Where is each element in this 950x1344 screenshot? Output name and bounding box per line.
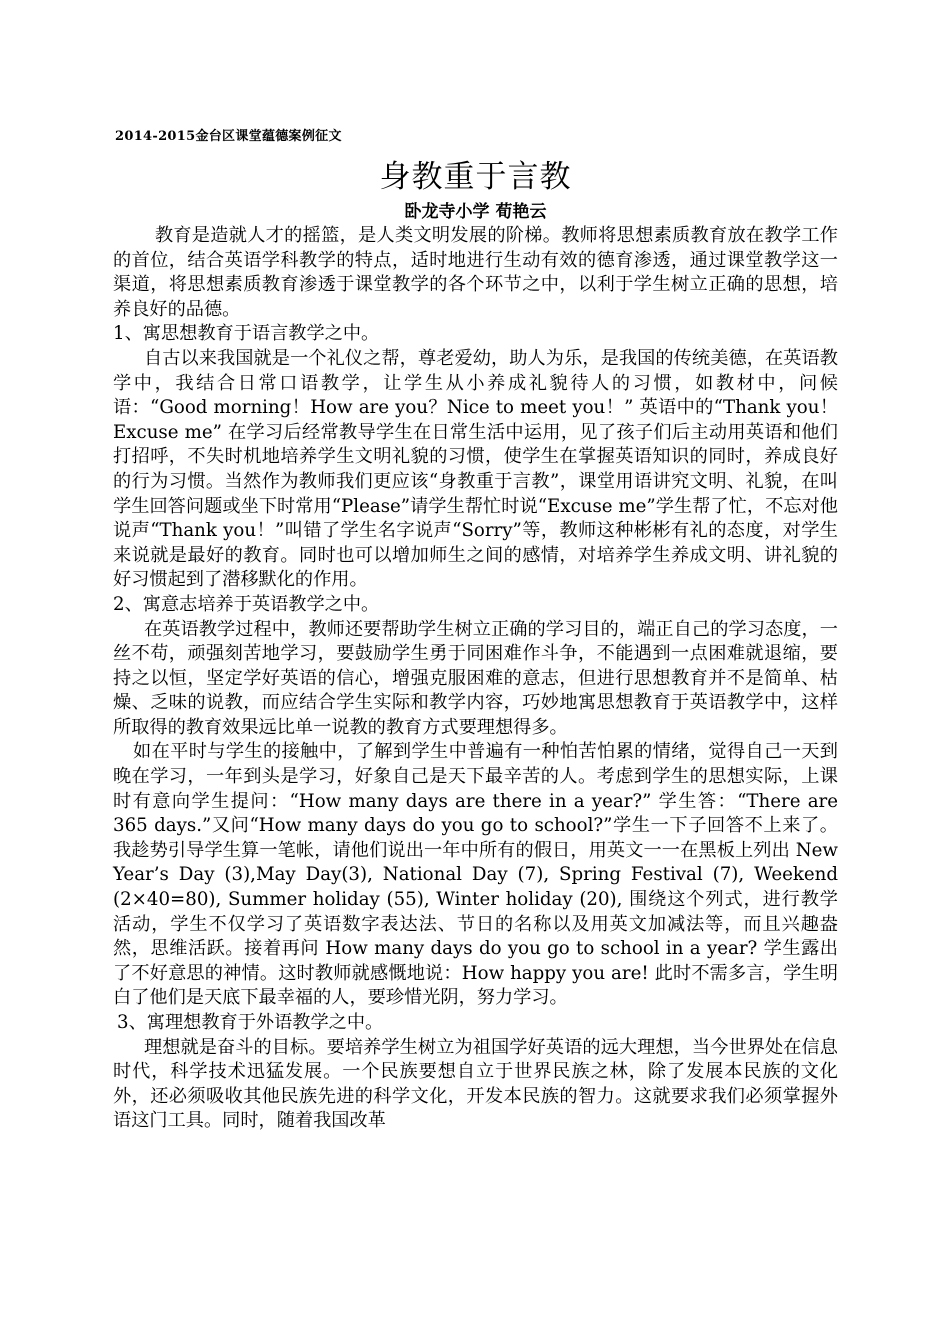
section-heading-3: 3、寓理想教育于外语教学之中。 bbox=[117, 1012, 384, 1033]
document-title: 身教重于言教 bbox=[379, 159, 572, 195]
paragraph-will: 在英语教学过程中，教师还要帮助学生树立正确的学习目的，端正自己的学习态度，一丝不苟，顽强刻苦地学习，要鼓励学生勇于同困难作斗争，不能遇到一点困难就退缩，要持之以恒，坚定学好英语的信心，增强克服困难的意志，但进行思想教育并不是简单、枯燥、乏味的说教，而应结合学生实际和教学内容，巧妙地寓思想教育于英语教学中，这样所取得的教育效果远比单一说教的教育方式要理想得多。 bbox=[113, 618, 838, 738]
author-line: 卧龙寺小学 荀艳云 bbox=[404, 202, 547, 222]
section-heading-1: 1、寓思想教育于语言教学之中。 bbox=[113, 323, 380, 345]
document-page bbox=[113, 126, 838, 1134]
paragraph-example: 如在平时与学生的接触中，了解到学生中普遍有一种怕苦怕累的情绪，觉得自己一天到晚在学习，一年到头是学习，好象自己是天下最辛苦的人。考虑到学生的思想实际，上课时有意向学生提问：“How many days are there in a year?” 学生答：“There are 365 days.”又问“How many days do you go to school?”学生一下子回答不上来了。我趁势引导学生算一笔帐，请他们说出一年中所有的假日，用英文一一在黑板上列出 New Year’s Day (3),May Day(3), National Day (7), Spring Festival (7), Weekend (2×40=80), Summer holiday (55), Winter holiday (20), 围绕这个列式，进行教学活动，学生不仅学习了英语数字表达法、节日的名称以及用英文加减法等，而且兴趣盎然，思维活跃。接着再问 How many days do you go to school in a year? 学生露出了不好意思的神情。这时教师就感慨地说：How happy you are! 此时不需多言，学生明白了他们是天底下最幸福的人，要珍惜光阴，努力学习。 bbox=[113, 741, 838, 1009]
section-heading-2: 2、寓意志培养于英语教学之中。 bbox=[113, 593, 380, 615]
intro-paragraph: 教育是造就人才的摇篮，是人类文明发展的阶梯。教师将思想素质教育放在教学工作的首位，结合英语学科教学的特点，适时地进行生动有效的德育渗透，通过课堂教学这一渠道，将思想素质教育渗透于课堂教学的各个环节之中，以利于学生树立正确的思想，培养良好的品德。 bbox=[113, 225, 838, 320]
paragraph-courtesy: 自古以来我国就是一个礼仪之帮，尊老爱幼，助人为乐，是我国的传统美德，在英语教学中，我结合日常口语教学，让学生从小养成礼貌待人的习惯，如教材中，问候语：“Good morning！How are you？Nice to meet you！” 英语中的“Thank you！Excuse me” 在学习后经常教导学生在日常生活中运用，见了孩子们后主动用英语和他们打招呼，不失时机地培养学生文明礼貌的习惯，使学生在掌握英语知识的同时，养成良好的行为习惯。当然作为教师我们更应该“身教重于言教”，课堂用语讲究文明、礼貌，在叫学生回答问题或坐下时常用“Please”请学生帮忙时说“Excuse me”学生帮了忙，不忘对他说声“Thank you！”叫错了学生名字说声“Sorry”等，教师这种彬彬有礼的态度，对学生来说就是最好的教育。同时也可以增加师生之间的感情，对培养学生养成文明、讲礼貌的好习惯起到了潜移默化的作用。 bbox=[113, 347, 838, 591]
paragraph-ideal: 理想就是奋斗的目标。要培养学生树立为祖国学好英语的远大理想，当今世界处在信息时代，科学技术迅猛发展。一个民族要想自立于世界民族之林，除了发展本民族的文化外，还必须吸收其他民族先进的科学文化，开发本民族的智力。这就要求我们必须掌握外语这门工具。同时，随着我国改革 bbox=[113, 1036, 838, 1132]
document-header: 2014-2015金台区课堂蕴德案例征文 bbox=[115, 129, 342, 144]
